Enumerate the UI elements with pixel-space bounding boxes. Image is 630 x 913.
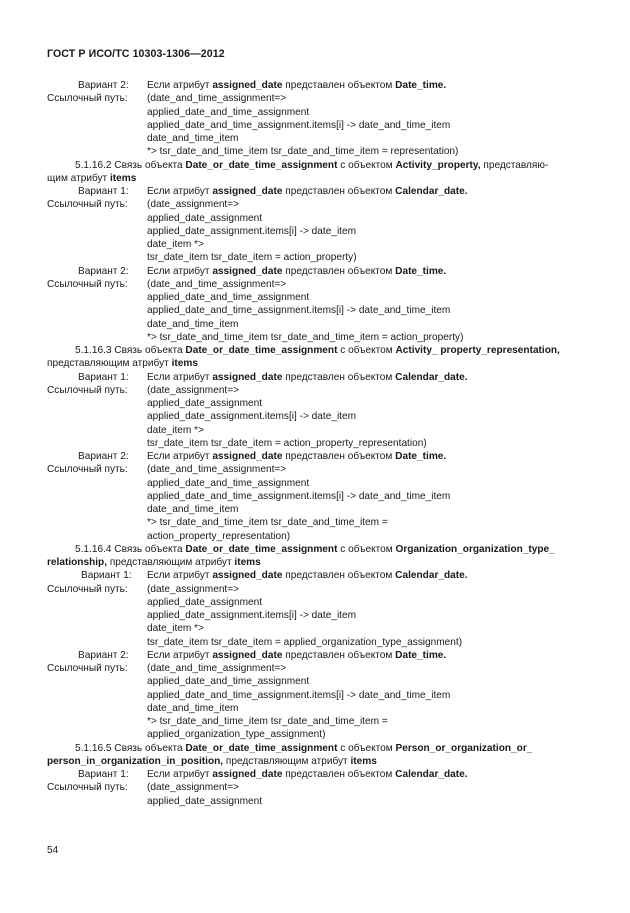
line-value [147,265,446,278]
bold-term: assigned_date [212,80,283,91]
section-heading-continuation [47,357,587,370]
text-segment: applied_date_and_time_assignment [147,106,310,118]
line-value [147,424,204,437]
text-line [47,636,587,649]
bold-term: Date_time. [395,451,447,462]
text-line [47,477,587,490]
bold-term: assigned_date [212,265,283,277]
text-segment: Если атрибут [147,451,213,462]
bold-term: items [110,172,137,184]
text-line [47,715,587,728]
line-label: Ссылочный путь: [47,663,128,674]
text-segment: представлен объектом [282,649,396,661]
line-value [147,636,462,649]
text-segment: представлен объектом [282,570,396,582]
text-segment: (date_assignment=> [147,583,240,595]
line-value [147,119,450,132]
text-line [47,238,587,251]
text-segment: applied_date_assignment.items[i] -> date_item [147,411,357,423]
text-segment: applied_date_and_time_assignment.items[i] -> date_and_time_item [147,305,451,317]
text-segment: (date_and_time_assignment=> [147,93,287,105]
bold-term: assigned_date [212,649,283,661]
line-label: Ссылочный путь: [47,199,128,211]
section-heading-line [47,344,587,357]
line-value [147,397,262,410]
line-label: Ссылочный путь: [47,464,128,476]
section-heading-continuation [47,556,587,569]
text-line [47,225,587,238]
bold-term: Activity_ property_representation, [395,345,560,356]
text-segment: представлен объектом [282,265,396,277]
line-value [147,331,463,344]
text-line [47,92,587,105]
line-value [147,384,239,397]
bold-term: items [350,755,377,767]
line-value [147,450,446,463]
text-segment: с объектом [337,742,396,754]
bold-term: assigned_date [212,371,283,383]
text-line [47,212,587,225]
line-value [147,503,238,516]
bold-term: assigned_date [212,451,283,462]
text-line [47,265,587,278]
text-segment: date_item *> [147,424,204,436]
text-line [47,662,587,675]
text-segment: (date_assignment=> [147,384,240,396]
text-segment: tsr_date_item tsr_date_item = action_property) [147,252,357,264]
line-value [147,212,262,225]
bold-term: Calendar_date. [395,371,468,383]
text-segment: представлен объектом [282,769,396,780]
line-value [147,609,356,622]
text-segment: action_property_representation) [147,530,291,542]
text-line [47,251,587,264]
line-value [147,569,468,582]
text-line [47,795,587,808]
text-segment: 5.1.16.2 Связь объекта [75,159,186,171]
line-value [147,795,262,808]
text-segment: date_and_time_item [147,504,239,515]
line-value [147,185,468,198]
text-segment: Если атрибут [147,80,213,91]
text-segment: Если атрибут [147,570,213,582]
text-line [47,503,587,516]
section-heading-line [47,159,587,172]
text-line [47,145,587,158]
line-value [147,106,309,119]
line-label: Ссылочный путь: [47,278,128,290]
text-segment: 5.1.16.5 Связь объекта [75,742,186,754]
text-line [47,596,587,609]
line-value [147,132,238,145]
text-segment: tsr_date_item tsr_date_item = applied_organization_type_assignment) [147,636,463,648]
line-value [147,318,238,331]
text-segment: applied_date_and_time_assignment [147,292,310,303]
line-value [147,251,357,264]
text-segment: (date_and_time_assignment=> [147,663,287,674]
text-segment: щим атрибут [47,172,110,184]
bold-term: Activity_property, [395,159,481,171]
text-line [47,649,587,662]
text-segment: date_item *> [147,623,204,635]
line-value [147,490,450,503]
bold-term: Date_time. [395,265,447,277]
text-segment: *> tsr_date_and_time_item tsr_date_and_time_item = representation) [147,146,459,158]
line-label: Ссылочный путь: [47,384,128,396]
text-line [47,331,587,344]
bold-term: Calendar_date. [395,186,468,197]
line-value [147,79,446,92]
text-segment: date_and_time_item [147,133,239,144]
text-line [47,768,587,781]
text-segment: applied_date_and_time_assignment [147,477,310,489]
text-segment: представлен объектом [282,371,396,383]
text-segment: представлен объектом [282,186,396,197]
bold-term: assigned_date [212,570,283,582]
line-label: Вариант 1: [78,769,129,780]
line-value [147,622,204,635]
text-line [47,437,587,450]
text-segment: applied_date_and_time_assignment.items[i] -> date_and_time_item [147,490,451,502]
text-line [47,689,587,702]
document-body [47,79,587,808]
page-number: 54 [47,845,59,856]
line-value [147,583,239,596]
text-line [47,728,587,741]
text-segment: applied_date_and_time_assignment.items[i] -> date_and_time_item [147,119,451,131]
line-label: Вариант 2: [78,80,129,91]
text-segment: applied_organization_type_assignment) [147,729,326,741]
text-segment: applied_date_assignment [147,212,263,224]
text-segment: Если атрибут [147,371,213,383]
text-segment: *> tsr_date_and_time_item tsr_date_and_time_item = [147,517,388,529]
text-segment: представляющим атрибут [107,557,235,568]
text-line [47,291,587,304]
text-segment: представляющим атрибут [223,755,351,767]
text-line [47,609,587,622]
text-line [47,583,587,596]
text-segment: applied_date_assignment [147,398,263,409]
text-line [47,106,587,119]
text-segment: (date_and_time_assignment=> [147,278,287,290]
text-segment: представляю- [480,159,549,171]
text-segment: date_item *> [147,239,204,250]
text-segment: с объектом [337,345,396,356]
line-value [147,702,238,715]
text-line [47,424,587,437]
text-line [47,304,587,317]
text-segment: (date_and_time_assignment=> [147,464,287,476]
text-segment: applied_date_assignment.items[i] -> date_item [147,610,357,621]
line-value [147,145,458,158]
text-line [47,702,587,715]
text-segment: *> tsr_date_and_time_item tsr_date_and_time_item = [147,716,388,727]
bold-term: Date_time. [395,649,447,661]
section-heading-continuation [47,172,587,185]
bold-term: Date_or_date_time_assignment [185,345,338,356]
text-line [47,132,587,145]
line-value [147,371,468,384]
text-line [47,675,587,688]
text-line [47,384,587,397]
line-value [147,768,468,781]
bold-term: Date_time. [395,80,447,91]
text-segment: Если атрибут [147,186,213,197]
line-label: Ссылочный путь: [47,583,128,595]
bold-term: Organization_organization_type_ [395,543,555,555]
text-line [47,278,587,291]
line-value [147,198,239,211]
line-value [147,662,286,675]
text-segment: date_and_time_item [147,702,239,714]
section-heading-continuation [47,755,587,768]
line-value [147,304,450,317]
line-value [147,477,309,490]
line-label: Вариант 2: [78,649,129,661]
line-value [147,675,309,688]
line-value [147,291,309,304]
text-line [47,490,587,503]
text-line [47,450,587,463]
text-line [47,569,587,582]
text-line [47,119,587,132]
text-line [47,781,587,794]
text-segment: Если атрибут [147,769,213,780]
text-segment: applied_date_and_time_assignment [147,676,310,688]
text-segment: applied_date_assignment [147,596,263,608]
line-label: Вариант 1: [78,186,129,197]
line-value [147,278,286,291]
line-value [147,728,325,741]
text-segment: представлен объектом [282,80,396,91]
line-label: Вариант 1: [81,570,132,582]
text-line [47,79,587,92]
text-line [47,516,587,529]
line-label: Ссылочный путь: [47,93,128,105]
text-line [47,185,587,198]
bold-term: items [234,557,261,568]
line-value [147,516,388,529]
line-value [147,410,356,423]
text-segment: представлен объектом [282,451,396,462]
text-segment: (date_assignment=> [147,782,240,794]
text-segment: date_and_time_item [147,318,239,330]
text-line [47,530,587,543]
line-value [147,689,450,702]
text-segment: tsr_date_item tsr_date_item = action_property_representation) [147,437,427,449]
text-segment: 5.1.16.3 Связь объекта [75,345,186,356]
bold-term: Date_or_date_time_assignment [185,159,338,171]
text-line [47,410,587,423]
bold-term: Calendar_date. [395,769,468,780]
text-segment: с объектом [337,543,396,555]
text-segment: applied_date_and_time_assignment.items[i] -> date_and_time_item [147,689,451,701]
text-line [47,397,587,410]
bold-term: items [171,358,198,370]
line-value [147,715,388,728]
text-segment: Если атрибут [147,265,213,277]
text-segment: с объектом [337,159,396,171]
text-line [47,198,587,211]
section-heading-line [47,543,587,556]
text-segment: (date_assignment=> [147,199,240,211]
bold-term: relationship, [47,557,108,568]
line-value [147,238,204,251]
bold-term: Person_or_organization_or_ [395,742,533,754]
line-value [147,530,290,543]
bold-term: assigned_date [212,769,283,780]
bold-term: assigned_date [212,186,283,197]
line-label: Ссылочный путь: [47,782,128,794]
line-value [147,92,286,105]
bold-term: person_in_organization_in_position, [47,755,224,767]
text-line [47,318,587,331]
text-segment: представляющим атрибут [47,358,172,370]
text-line [47,622,587,635]
text-line [47,371,587,384]
line-label: Вариант 2: [78,451,129,462]
text-line [47,463,587,476]
line-value [147,437,427,450]
line-value [147,225,356,238]
text-segment: applied_date_assignment [147,795,263,807]
text-segment: *> tsr_date_and_time_item tsr_date_and_time_item = action_property) [147,331,464,343]
line-label: Вариант 2: [78,265,129,277]
bold-term: Calendar_date. [395,570,468,582]
text-segment: 5.1.16.4 Связь объекта [75,543,186,555]
document-header: ГОСТ Р ИСО/ТС 10303-1306—2012 [47,48,225,60]
line-value [147,463,286,476]
bold-term: Date_or_date_time_assignment [185,543,338,555]
text-segment: applied_date_assignment.items[i] -> date_item [147,225,357,237]
line-value [147,596,262,609]
section-heading-line [47,742,587,755]
text-segment: Если атрибут [147,649,213,661]
bold-term: Date_or_date_time_assignment [185,742,338,754]
line-value [147,781,239,794]
line-value [147,649,446,662]
line-label: Вариант 1: [78,371,129,383]
